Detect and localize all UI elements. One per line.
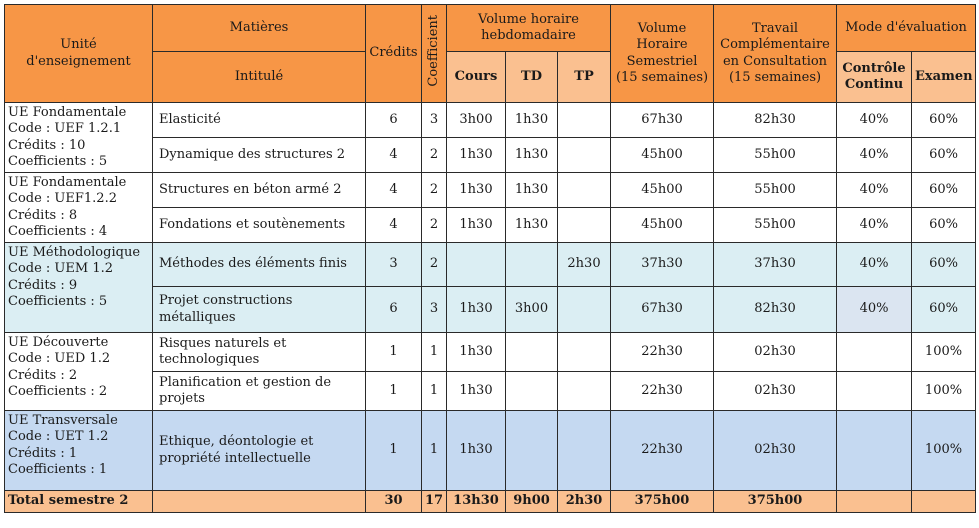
credits-cell: 6 [366, 287, 422, 333]
vhs-cell: 45h00 [611, 173, 714, 208]
coef-cell: 2 [422, 243, 447, 287]
table-row [5, 173, 976, 208]
vhs-cell: 37h30 [611, 243, 714, 287]
total-vhs: 375h00 [611, 491, 714, 513]
ue-line: Crédits : 8 [8, 207, 78, 223]
ue-cell [5, 333, 153, 411]
travail-cell: 82h30 [714, 103, 837, 138]
travail-cell: 82h30 [714, 287, 837, 333]
subject-title: Méthodes des éléments finis [153, 243, 366, 287]
credits-cell: 4 [366, 208, 422, 243]
controle-cell: 40% [837, 138, 912, 173]
td-cell: 3h00 [506, 287, 558, 333]
header-volume-semestriel: Volume Horaire Semestriel (15 semaines) [611, 5, 714, 103]
credits-cell: 1 [366, 333, 422, 372]
subject-title: Ethique, déontologie et propriété intellectuelle [153, 411, 366, 491]
header-td: TD [506, 52, 558, 103]
credits-cell: 4 [366, 138, 422, 173]
ue-line: Coefficients : 4 [8, 223, 108, 239]
ue-line: Crédits : 10 [8, 137, 86, 153]
tp-cell [558, 173, 611, 208]
cours-cell: 1h30 [447, 333, 506, 372]
ue-line: Code : UEF 1.2.1 [8, 121, 122, 137]
header-examen: Examen [912, 52, 976, 103]
ue-line: Coefficients : 5 [8, 293, 108, 309]
credits-cell: 1 [366, 411, 422, 491]
credits-cell: 1 [366, 372, 422, 411]
credits-cell: 3 [366, 243, 422, 287]
header-coefficient-label: Coefficient [425, 15, 441, 87]
cours-cell: 1h30 [447, 208, 506, 243]
examen-cell: 100% [912, 333, 976, 372]
table-body [5, 103, 976, 513]
subject-title: Projet constructions métalliques [153, 287, 366, 333]
total-travail: 375h00 [714, 491, 837, 513]
vhs-cell: 22h30 [611, 333, 714, 372]
td-cell: 1h30 [506, 173, 558, 208]
total-credits: 30 [366, 491, 422, 513]
cours-cell: 1h30 [447, 411, 506, 491]
table-row [5, 243, 976, 287]
ue-line: Code : UET 1.2 [8, 429, 109, 445]
travail-cell: 02h30 [714, 333, 837, 372]
coef-cell: 2 [422, 173, 447, 208]
examen-cell: 60% [912, 243, 976, 287]
header-tp: TP [558, 52, 611, 103]
total-blank [837, 491, 912, 513]
total-blank [153, 491, 366, 513]
td-cell: 1h30 [506, 138, 558, 173]
ue-line: UE Découverte [8, 335, 109, 350]
tp-cell [558, 208, 611, 243]
header-travail: Travail Complémentaire en Consultation (15 semaines) [714, 5, 837, 103]
tp-cell [558, 103, 611, 138]
cours-cell: 1h30 [447, 287, 506, 333]
tp-cell [558, 411, 611, 491]
semester-table [4, 4, 976, 513]
tp-cell: 2h30 [558, 243, 611, 287]
cours-cell: 1h30 [447, 173, 506, 208]
total-label: Total semestre 2 [5, 491, 153, 513]
td-cell [506, 411, 558, 491]
controle-cell [837, 411, 912, 491]
total-td: 9h00 [506, 491, 558, 513]
controle-cell: 40% [837, 287, 912, 333]
credits-cell: 4 [366, 173, 422, 208]
subject-title: Dynamique des structures 2 [153, 138, 366, 173]
ue-line: Code : UEF1.2.2 [8, 191, 117, 207]
total-row [5, 491, 976, 513]
coef-cell: 2 [422, 208, 447, 243]
controle-cell: 40% [837, 243, 912, 287]
travail-cell: 55h00 [714, 208, 837, 243]
examen-cell: 100% [912, 372, 976, 411]
ue-cell [5, 173, 153, 243]
coef-cell: 1 [422, 333, 447, 372]
subject-title: Planification et gestion de projets [153, 372, 366, 411]
vhs-cell: 22h30 [611, 411, 714, 491]
td-cell [506, 333, 558, 372]
ue-cell [5, 243, 153, 333]
coef-cell: 1 [422, 372, 447, 411]
tp-cell [558, 372, 611, 411]
ue-line: Coefficients : 5 [8, 153, 108, 169]
controle-cell: 40% [837, 103, 912, 138]
header-controle: Contrôle Continu [837, 52, 912, 103]
travail-cell: 02h30 [714, 411, 837, 491]
ue-line: UE Fondamentale [8, 175, 127, 190]
cours-cell: 3h00 [447, 103, 506, 138]
cours-cell [447, 243, 506, 287]
header-cours: Cours [447, 52, 506, 103]
examen-cell: 100% [912, 411, 976, 491]
cours-cell: 1h30 [447, 138, 506, 173]
controle-cell: 40% [837, 208, 912, 243]
td-cell: 1h30 [506, 208, 558, 243]
ue-line: Coefficients : 1 [8, 461, 108, 477]
coef-cell: 3 [422, 287, 447, 333]
vhs-cell: 45h00 [611, 208, 714, 243]
subject-title: Structures en béton armé 2 [153, 173, 366, 208]
credits-cell: 6 [366, 103, 422, 138]
header-volume-hebdo: Volume horaire hebdomadaire [447, 5, 611, 52]
ue-line: UE Fondamentale [8, 105, 127, 120]
controle-cell: 40% [837, 173, 912, 208]
examen-cell: 60% [912, 173, 976, 208]
subject-title: Fondations et soutènements [153, 208, 366, 243]
ue-line: Crédits : 9 [8, 277, 78, 293]
examen-cell: 60% [912, 287, 976, 333]
ue-cell [5, 103, 153, 173]
ue-cell [5, 411, 153, 491]
header-coefficient [422, 5, 447, 103]
header-mode-eval: Mode d'évaluation [837, 5, 976, 52]
header-unite: Unité d'enseignement [5, 5, 153, 103]
tp-cell [558, 138, 611, 173]
tp-cell [558, 333, 611, 372]
ue-line: Crédits : 1 [8, 445, 78, 461]
total-cours: 13h30 [447, 491, 506, 513]
coef-cell: 2 [422, 138, 447, 173]
ue-line: Coefficients : 2 [8, 383, 108, 399]
travail-cell: 37h30 [714, 243, 837, 287]
examen-cell: 60% [912, 103, 976, 138]
header-credits: Crédits [366, 5, 422, 103]
coef-cell: 3 [422, 103, 447, 138]
table-row [5, 333, 976, 372]
travail-cell: 02h30 [714, 372, 837, 411]
td-cell [506, 243, 558, 287]
td-cell [506, 372, 558, 411]
ue-line: UE Transversale [8, 413, 118, 428]
header-intitule: Intitulé [153, 52, 366, 103]
travail-cell: 55h00 [714, 138, 837, 173]
tp-cell [558, 287, 611, 333]
coef-cell: 1 [422, 411, 447, 491]
vhs-cell: 22h30 [611, 372, 714, 411]
subject-title: Elasticité [153, 103, 366, 138]
td-cell: 1h30 [506, 103, 558, 138]
controle-cell [837, 372, 912, 411]
cours-cell: 1h30 [447, 372, 506, 411]
total-tp: 2h30 [558, 491, 611, 513]
ue-line: Code : UEM 1.2 [8, 261, 113, 277]
total-blank [912, 491, 976, 513]
header-matieres: Matières [153, 5, 366, 52]
table-row [5, 103, 976, 138]
ue-line: UE Méthodologique [8, 245, 141, 260]
subject-title: Risques naturels et technologiques [153, 333, 366, 372]
examen-cell: 60% [912, 208, 976, 243]
ue-line: Crédits : 2 [8, 367, 78, 383]
vhs-cell: 45h00 [611, 138, 714, 173]
ue-line: Code : UED 1.2 [8, 351, 111, 367]
controle-cell [837, 333, 912, 372]
total-coef: 17 [422, 491, 447, 513]
table-row [5, 411, 976, 491]
examen-cell: 60% [912, 138, 976, 173]
vhs-cell: 67h30 [611, 103, 714, 138]
vhs-cell: 67h30 [611, 287, 714, 333]
travail-cell: 55h00 [714, 173, 837, 208]
